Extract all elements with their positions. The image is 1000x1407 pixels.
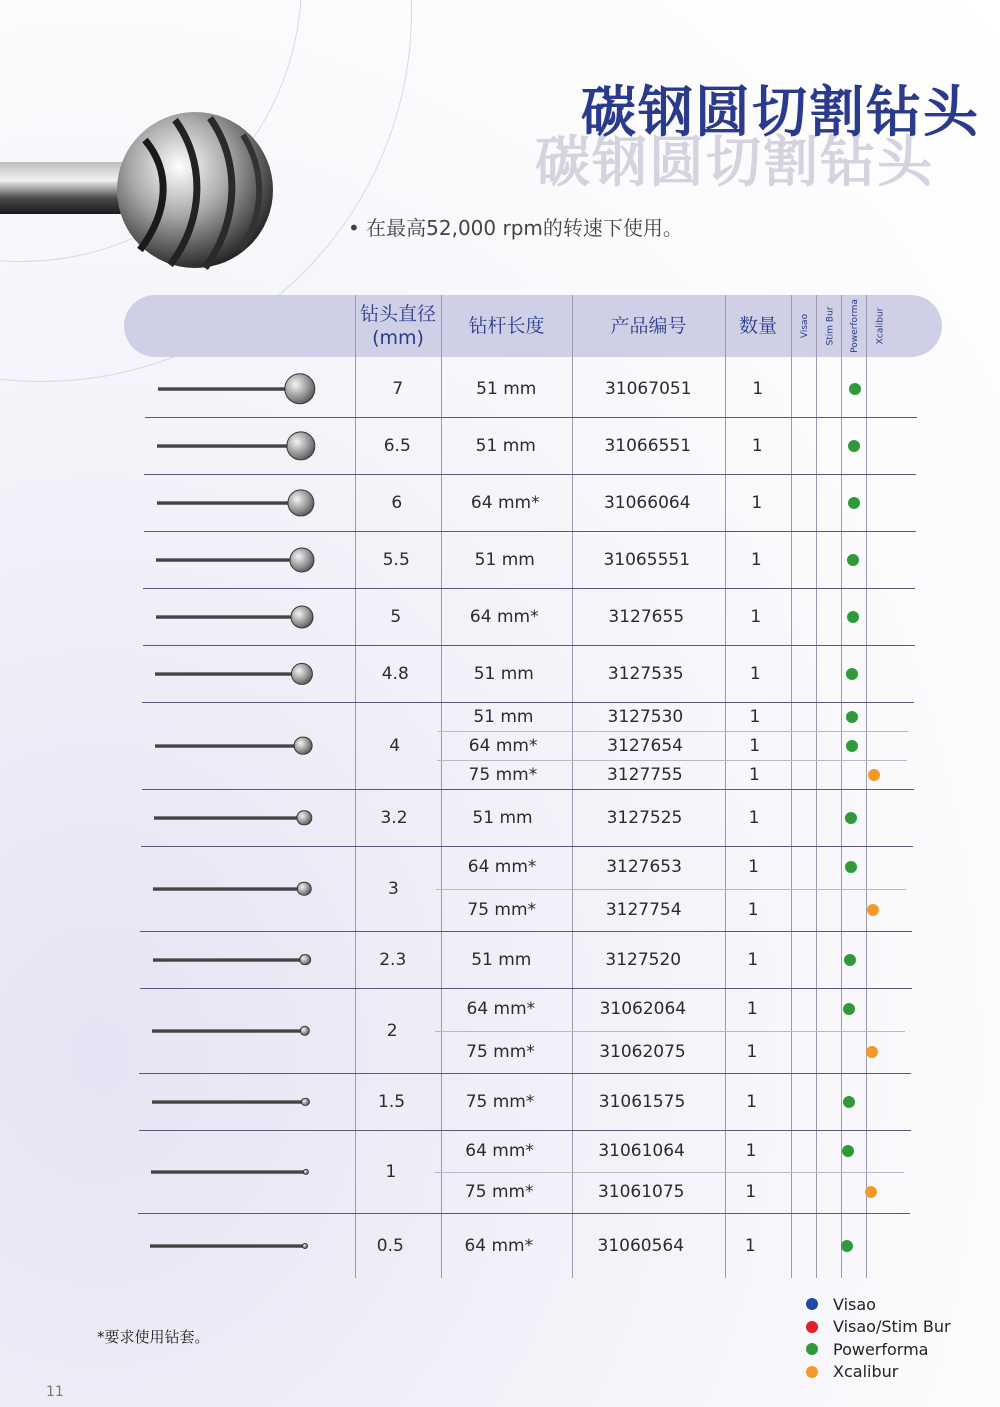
powerforma-indicator-dot xyxy=(846,740,858,752)
diameter-cell: 2 xyxy=(386,1020,398,1041)
shank-length-cell: 75 mm* xyxy=(466,1041,535,1062)
quantity-cell: 1 xyxy=(750,606,762,627)
row-divider xyxy=(143,645,915,646)
subrow-divider xyxy=(436,889,906,890)
shank-length-cell: 51 mm xyxy=(471,949,532,970)
legend-dot xyxy=(806,1366,818,1378)
shank-length-cell: 51 mm xyxy=(473,706,534,727)
product-number-cell: 31061075 xyxy=(597,1182,685,1203)
bur-head xyxy=(297,810,312,825)
xcalibur-indicator-dot xyxy=(866,1046,878,1058)
bur-head xyxy=(297,881,312,896)
product-number-cell: 3127655 xyxy=(608,606,685,627)
row-divider xyxy=(139,1130,911,1131)
quantity-cell: 1 xyxy=(746,1091,757,1112)
legend-dot xyxy=(806,1343,818,1355)
header-diameter: 钻头直径 (mm) xyxy=(359,303,436,349)
bur-image xyxy=(158,374,315,404)
shank-length-cell: 51 mm xyxy=(473,663,534,684)
quantity-cell: 1 xyxy=(746,999,758,1020)
product-number-cell: 31061064 xyxy=(598,1140,685,1161)
diameter-cell: 5.5 xyxy=(382,549,410,570)
product-number-cell: 3127653 xyxy=(606,857,682,878)
bur-shank xyxy=(153,958,305,962)
bur-shank xyxy=(150,1244,305,1248)
subrow-divider xyxy=(435,1031,905,1032)
row-divider xyxy=(144,474,916,475)
header-product-no: 产品编号 xyxy=(610,315,687,337)
bur-head xyxy=(286,431,315,460)
bur-image xyxy=(154,803,311,833)
legend-dot xyxy=(806,1321,818,1333)
product-number-cell: 31062075 xyxy=(599,1041,686,1062)
product-number-cell: 31060564 xyxy=(597,1235,685,1256)
bur-head xyxy=(289,547,314,572)
product-number-cell: 3127530 xyxy=(607,706,684,727)
product-number-cell: 3127754 xyxy=(605,899,682,920)
xcalibur-indicator-dot xyxy=(867,904,879,916)
row-divider xyxy=(145,417,917,418)
legend-label: Visao xyxy=(833,1294,876,1314)
quantity-cell: 1 xyxy=(748,807,760,828)
subrow-divider xyxy=(437,760,907,761)
quantity-cell: 1 xyxy=(746,1041,758,1062)
product-number-cell: 3127755 xyxy=(607,764,683,785)
product-number-cell: 3127654 xyxy=(607,735,683,756)
bur-shank xyxy=(156,615,303,619)
row-divider xyxy=(144,531,916,532)
diameter-cell: 1 xyxy=(385,1161,397,1182)
subrow-divider xyxy=(434,1172,904,1173)
powerforma-indicator-dot xyxy=(847,554,859,566)
bur-head xyxy=(291,605,314,628)
quantity-cell: 1 xyxy=(751,435,763,456)
xcalibur-indicator-dot xyxy=(868,769,880,781)
quantity-cell: 1 xyxy=(750,549,762,570)
footnote: *要求使用钻套。 xyxy=(97,1328,210,1346)
shank-length-cell: 64 mm* xyxy=(464,1235,534,1256)
diameter-cell: 5 xyxy=(390,606,402,627)
row-divider xyxy=(143,588,915,589)
row-divider xyxy=(142,702,914,703)
shank-length-cell: 51 mm xyxy=(472,807,533,828)
shank-length-cell: 64 mm* xyxy=(467,857,537,878)
diameter-cell: 3 xyxy=(387,878,399,899)
powerforma-indicator-dot xyxy=(842,1145,854,1157)
bur-image xyxy=(152,1016,309,1046)
diameter-cell: 0.5 xyxy=(376,1235,404,1256)
product-number-cell: 31066064 xyxy=(603,492,691,513)
page-title: 碳钢圆切割钻头 xyxy=(580,80,980,144)
product-number-cell: 31067051 xyxy=(604,378,692,399)
bur-image xyxy=(157,488,314,518)
bur-shank xyxy=(158,387,300,391)
bur-shank xyxy=(155,744,304,748)
quantity-cell: 1 xyxy=(748,857,759,878)
legend-item xyxy=(806,1338,951,1361)
legend-item xyxy=(806,1293,951,1316)
header-xcalibur: Xcalibur xyxy=(875,307,885,345)
bur-image xyxy=(156,545,313,575)
bur-image xyxy=(153,874,310,904)
shank-length-cell: 64 mm* xyxy=(469,606,539,627)
quantity-cell: 1 xyxy=(744,1235,756,1256)
bur-image xyxy=(150,1231,307,1261)
header-shank-length: 钻杆长度 xyxy=(468,315,545,337)
header-powerforma: Powerforma xyxy=(850,299,860,353)
quantity-cell: 1 xyxy=(749,706,761,727)
subtitle: • 在最高52,000 rpm的转速下使用。 xyxy=(348,216,683,240)
powerforma-indicator-dot xyxy=(846,711,858,723)
row-divider xyxy=(141,846,913,847)
bur-head xyxy=(294,736,313,755)
quantity-cell: 1 xyxy=(751,492,763,513)
bur-head xyxy=(303,1168,309,1174)
powerforma-indicator-dot xyxy=(849,383,861,395)
diameter-cell: 3.2 xyxy=(380,807,408,828)
bur-image xyxy=(155,659,312,689)
row-divider xyxy=(139,1073,911,1074)
shank-length-cell: 64 mm* xyxy=(468,735,538,756)
shank-length-cell: 64 mm* xyxy=(465,1140,534,1161)
quantity-cell: 1 xyxy=(747,899,759,920)
quantity-cell: 1 xyxy=(745,1182,757,1203)
product-number-cell: 31062064 xyxy=(599,999,687,1020)
quantity-cell: 1 xyxy=(745,1140,757,1161)
legend-item xyxy=(806,1361,951,1384)
product-number-cell: 3127535 xyxy=(607,663,684,684)
bur-shank xyxy=(154,816,304,820)
bur-head xyxy=(284,373,315,404)
row-divider xyxy=(138,1213,910,1214)
diameter-cell: 7 xyxy=(392,378,404,399)
powerforma-indicator-dot xyxy=(848,440,860,452)
powerforma-indicator-dot xyxy=(843,1003,855,1015)
bur-shank xyxy=(157,501,301,505)
bur-head xyxy=(299,954,311,966)
powerforma-indicator-dot xyxy=(848,497,860,509)
powerforma-indicator-dot xyxy=(847,611,859,623)
diameter-cell: 4 xyxy=(389,735,401,756)
quantity-cell: 1 xyxy=(748,764,760,785)
bur-shank xyxy=(156,558,301,562)
product-number-cell: 31066551 xyxy=(604,435,692,456)
powerforma-indicator-dot xyxy=(845,812,857,824)
xcalibur-indicator-dot xyxy=(865,1186,877,1198)
bur-shank xyxy=(157,444,300,448)
shank-length-cell: 51 mm xyxy=(476,378,537,399)
quantity-cell: 1 xyxy=(747,949,759,970)
bur-shank xyxy=(152,1029,305,1033)
bur-head xyxy=(300,1025,310,1035)
powerforma-indicator-dot xyxy=(844,954,856,966)
quantity-cell: 1 xyxy=(749,663,761,684)
bur-image xyxy=(151,1157,308,1187)
page-number: 11 xyxy=(46,1384,64,1400)
bur-image xyxy=(153,945,310,975)
powerforma-indicator-dot xyxy=(841,1240,853,1252)
diameter-cell: 1.5 xyxy=(378,1091,406,1112)
legend-dot xyxy=(806,1298,818,1310)
bur-head xyxy=(301,1097,309,1105)
bur-hero-image xyxy=(0,100,290,290)
quantity-cell: 1 xyxy=(752,378,764,399)
legend-item xyxy=(806,1316,951,1339)
shank-length-cell: 64 mm* xyxy=(470,492,540,513)
bur-image xyxy=(156,602,313,632)
bur-shank xyxy=(151,1170,306,1174)
bur-head xyxy=(288,489,315,516)
bur-image xyxy=(157,431,314,461)
powerforma-indicator-dot xyxy=(843,1096,855,1108)
legend-label: Xcalibur xyxy=(833,1362,899,1382)
header-stim-bur: Stim Bur xyxy=(825,306,836,346)
title-block xyxy=(500,68,980,194)
bur-head xyxy=(302,1243,308,1249)
shank-length-cell: 51 mm xyxy=(475,435,536,456)
diameter-cell: 6 xyxy=(391,492,403,513)
quantity-cell: 1 xyxy=(749,735,761,756)
diameter-cell: 4.8 xyxy=(381,663,409,684)
powerforma-indicator-dot xyxy=(846,668,858,680)
header-quantity: 数量 xyxy=(738,315,777,337)
header-visao: Visao xyxy=(800,313,811,339)
legend-label: Visao/Stim Bur xyxy=(833,1317,951,1337)
shank-length-cell: 51 mm xyxy=(474,549,535,570)
legend-label: Powerforma xyxy=(833,1339,929,1359)
bur-head xyxy=(291,662,313,684)
product-number-cell: 3127525 xyxy=(606,807,683,828)
title-shadow: 碳钢圆切割钻头 xyxy=(534,130,934,194)
product-number-cell: 31065551 xyxy=(603,549,691,570)
subrow-divider xyxy=(438,731,908,732)
row-divider xyxy=(142,789,914,790)
diameter-cell: 2.3 xyxy=(379,949,407,970)
shank-length-cell: 75 mm* xyxy=(467,899,537,920)
shank-length-cell: 75 mm* xyxy=(464,1182,534,1203)
bur-shank xyxy=(152,1100,306,1104)
product-number-cell: 31061575 xyxy=(598,1091,686,1112)
row-divider xyxy=(140,931,912,932)
legend xyxy=(806,1293,951,1383)
diameter-cell: 6.5 xyxy=(383,435,411,456)
shank-length-cell: 64 mm* xyxy=(466,999,536,1020)
shank-length-cell: 75 mm* xyxy=(468,764,538,785)
bur-shank xyxy=(155,672,302,676)
shank-length-cell: 75 mm* xyxy=(465,1091,535,1112)
bur-image xyxy=(155,731,312,761)
bur-shank xyxy=(153,887,304,891)
powerforma-indicator-dot xyxy=(845,861,857,873)
product-number-cell: 3127520 xyxy=(605,949,682,970)
bur-image xyxy=(152,1087,309,1117)
row-divider xyxy=(140,988,912,989)
